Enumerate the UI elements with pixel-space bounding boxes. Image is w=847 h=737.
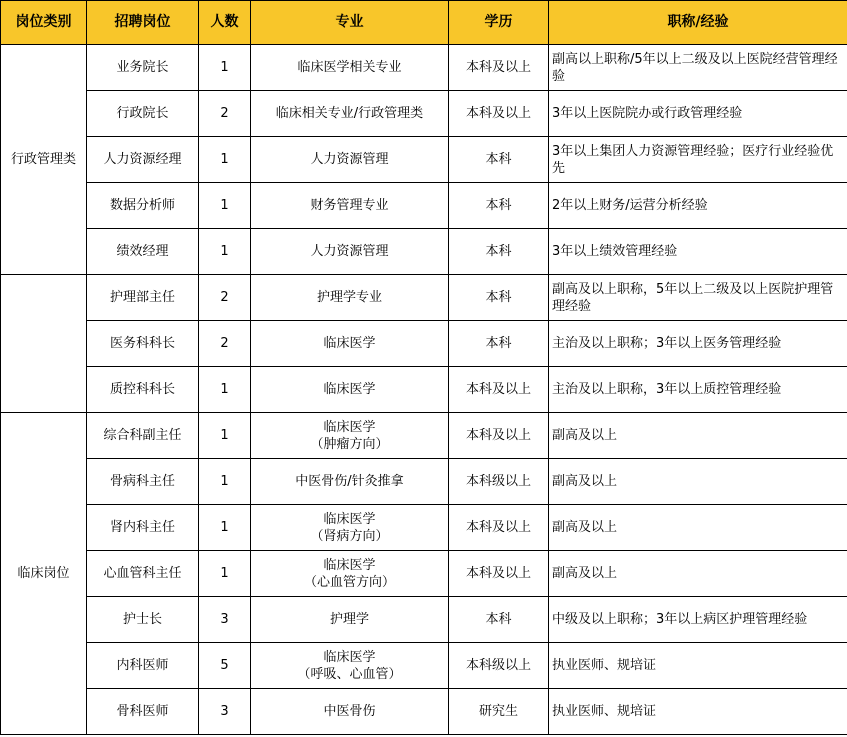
- table-row: [1, 45, 847, 91]
- position-cell: 肾内科主任: [87, 505, 199, 551]
- position-cell: 综合科副主任: [87, 413, 199, 459]
- position-cell: 内科医师: [87, 643, 199, 689]
- position-cell: 护理部主任: [87, 275, 199, 321]
- education-cell: 本科及以上: [449, 505, 549, 551]
- position-cell: 心血管科主任: [87, 551, 199, 597]
- major-cell: [251, 413, 449, 459]
- header-category: 岗位类别: [1, 1, 87, 45]
- education-cell: 本科: [449, 183, 549, 229]
- table-row: [1, 229, 847, 275]
- education-cell: 本科: [449, 275, 549, 321]
- table-row: [1, 413, 847, 459]
- count-cell: 1: [199, 551, 251, 597]
- major-text: 人力资源管理: [310, 152, 389, 167]
- position-cell: 人力资源经理: [87, 137, 199, 183]
- header-count: 人数: [199, 1, 251, 45]
- requirement-cell: 副高及以上职称，5年以上二级及以上医院护理管理经验: [549, 275, 847, 321]
- major-text: 临床医学相关专业: [297, 60, 402, 75]
- count-cell: 1: [199, 183, 251, 229]
- education-cell: 本科及以上: [449, 91, 549, 137]
- category-cell: 行政管理类: [1, 45, 87, 275]
- count-cell: 2: [199, 275, 251, 321]
- education-cell: 本科及以上: [449, 413, 549, 459]
- position-cell: 护士长: [87, 597, 199, 643]
- major-cell: [251, 551, 449, 597]
- position-cell: 骨病科主任: [87, 459, 199, 505]
- requirement-cell: 执业医师、规培证: [549, 643, 847, 689]
- major-cell: [251, 597, 449, 643]
- major-text: 临床医学: [323, 511, 376, 527]
- table-row: [1, 91, 847, 137]
- position-cell: 业务院长: [87, 45, 199, 91]
- count-cell: 1: [199, 505, 251, 551]
- requirement-cell: 副高以上职称/5年以上二级及以上医院经营管理经验: [549, 45, 847, 91]
- requirement-cell: 副高及以上: [549, 551, 847, 597]
- major-cell: [251, 183, 449, 229]
- major-text: 护理学: [329, 612, 369, 627]
- major-text: 临床医学: [323, 649, 376, 665]
- position-cell: 数据分析师: [87, 183, 199, 229]
- category-cell: [1, 275, 87, 413]
- count-cell: 1: [199, 229, 251, 275]
- education-cell: 本科: [449, 137, 549, 183]
- requirement-cell: 主治及以上职称，3年以上质控管理经验: [549, 367, 847, 413]
- education-cell: 本科及以上: [449, 551, 549, 597]
- requirement-cell: 执业医师、规培证: [549, 689, 847, 735]
- major-cell: [251, 643, 449, 689]
- count-cell: 1: [199, 45, 251, 91]
- category-cell: 临床岗位: [1, 413, 87, 735]
- education-cell: 本科级以上: [449, 459, 549, 505]
- major-cell: [251, 459, 449, 505]
- education-cell: 本科及以上: [449, 45, 549, 91]
- header-education: 学历: [449, 1, 549, 45]
- major-note: （肾病方向）: [310, 528, 389, 544]
- table-row: [1, 689, 847, 735]
- count-cell: 2: [199, 321, 251, 367]
- header-row: [1, 1, 847, 45]
- major-text: 中医骨伤: [323, 704, 376, 719]
- header-major: 专业: [251, 1, 449, 45]
- requirement-cell: 中级及以上职称；3年以上病区护理管理经验: [549, 597, 847, 643]
- major-note: （呼吸、心血管）: [297, 666, 402, 682]
- table-row: [1, 551, 847, 597]
- header-requirement: 职称/经验: [549, 1, 847, 45]
- count-cell: 2: [199, 91, 251, 137]
- count-cell: 1: [199, 367, 251, 413]
- table-row: [1, 321, 847, 367]
- table-row: [1, 643, 847, 689]
- major-text: 财务管理专业: [310, 198, 389, 213]
- requirement-cell: 3年以上医院院办或行政管理经验: [549, 91, 847, 137]
- position-cell: 质控科科长: [87, 367, 199, 413]
- requirement-cell: 副高及以上: [549, 505, 847, 551]
- header-position: 招聘岗位: [87, 1, 199, 45]
- count-cell: 3: [199, 689, 251, 735]
- education-cell: 本科及以上: [449, 367, 549, 413]
- table-row: [1, 367, 847, 413]
- count-cell: 1: [199, 413, 251, 459]
- requirement-cell: 主治及以上职称；3年以上医务管理经验: [549, 321, 847, 367]
- major-cell: [251, 689, 449, 735]
- table-row: [1, 137, 847, 183]
- education-cell: 研究生: [449, 689, 549, 735]
- major-text: 中医骨伤/针灸推拿: [295, 474, 404, 489]
- requirement-cell: 3年以上绩效管理经验: [549, 229, 847, 275]
- major-cell: [251, 367, 449, 413]
- position-cell: 绩效经理: [87, 229, 199, 275]
- requirement-cell: 副高及以上: [549, 459, 847, 505]
- education-cell: 本科级以上: [449, 643, 549, 689]
- table-row: [1, 183, 847, 229]
- table-body: [1, 45, 847, 735]
- major-text: 临床医学: [323, 336, 376, 351]
- major-text: 临床相关专业/行政管理类: [275, 106, 424, 121]
- major-text: 临床医学: [323, 419, 376, 435]
- requirement-cell: 2年以上财务/运营分析经验: [549, 183, 847, 229]
- position-cell: 骨科医师: [87, 689, 199, 735]
- education-cell: 本科: [449, 597, 549, 643]
- table-row: [1, 459, 847, 505]
- major-text: 临床医学: [323, 557, 376, 573]
- major-cell: [251, 229, 449, 275]
- major-cell: [251, 137, 449, 183]
- major-text: 临床医学: [323, 382, 376, 397]
- education-cell: 本科: [449, 321, 549, 367]
- count-cell: 1: [199, 459, 251, 505]
- table-row: [1, 275, 847, 321]
- requirement-cell: 副高及以上: [549, 413, 847, 459]
- major-text: 护理学专业: [316, 290, 382, 305]
- major-text: 人力资源管理: [310, 244, 389, 259]
- requirement-cell: 3年以上集团人力资源管理经验；医疗行业经验优先: [549, 137, 847, 183]
- position-cell: 医务科科长: [87, 321, 199, 367]
- table-row: [1, 505, 847, 551]
- major-cell: [251, 91, 449, 137]
- table-row: [1, 597, 847, 643]
- major-cell: [251, 275, 449, 321]
- major-cell: [251, 45, 449, 91]
- major-cell: [251, 505, 449, 551]
- count-cell: 5: [199, 643, 251, 689]
- education-cell: 本科: [449, 229, 549, 275]
- count-cell: 3: [199, 597, 251, 643]
- major-cell: [251, 321, 449, 367]
- major-note: （心血管方向）: [303, 574, 395, 590]
- position-cell: 行政院长: [87, 91, 199, 137]
- major-note: （肿瘤方向）: [310, 436, 389, 452]
- count-cell: 1: [199, 137, 251, 183]
